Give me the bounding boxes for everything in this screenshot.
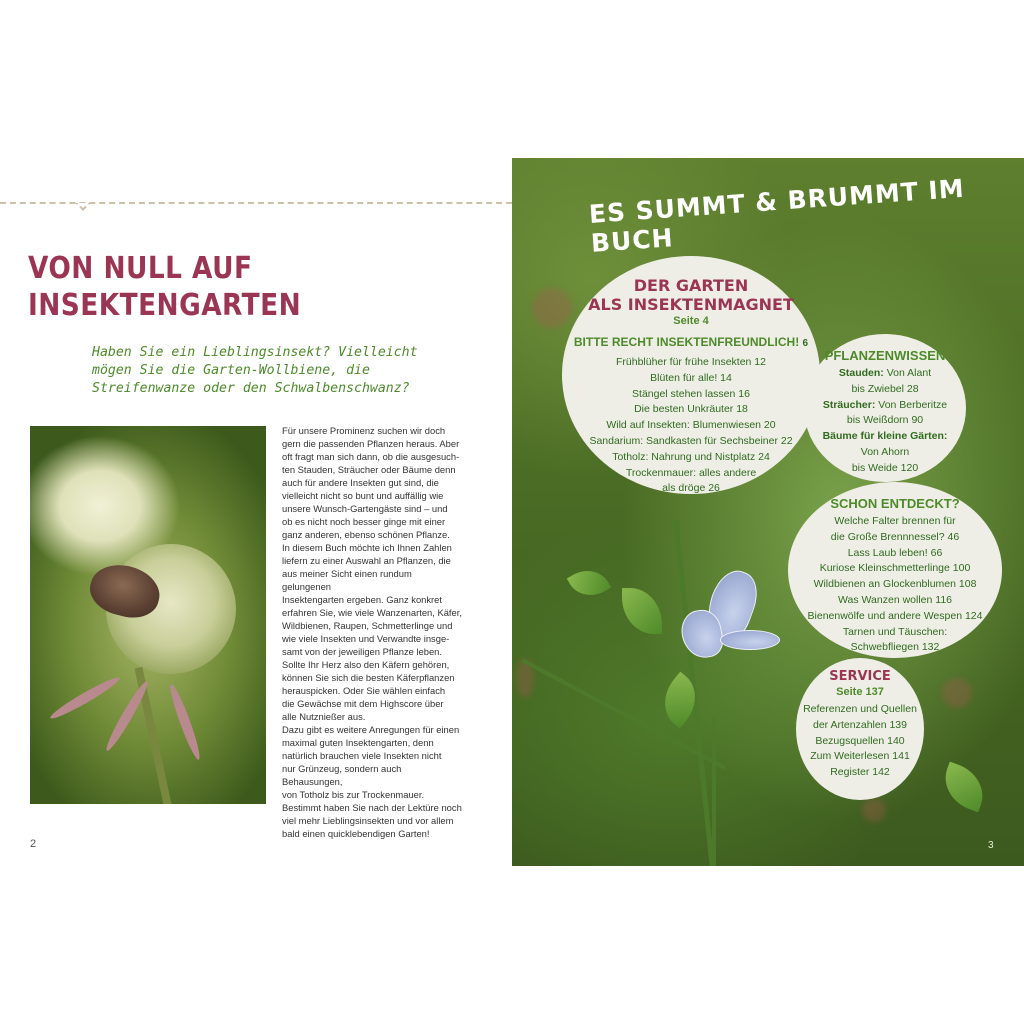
toc-heading: SCHON ENTDECKT? (830, 496, 960, 511)
body-text-line: In diesem Buch möchte ich Ihnen Zahlen (282, 542, 452, 553)
toc-heading: ALS INSEKTENMAGNET (588, 295, 794, 314)
toc-entry[interactable] (804, 366, 966, 382)
toc-entry[interactable]: Blüten für alle! 14 (650, 371, 732, 384)
toc-entries (796, 702, 924, 781)
right-page-photo (512, 158, 1024, 866)
body-text-line: samt von der jeweiligen Pflanze leben. (282, 646, 442, 657)
toc-entry-text: Von Berberitze (878, 398, 948, 411)
toc-entry[interactable]: Trockenmauer: alles andere (625, 466, 757, 479)
toc-entry[interactable]: Frühblüher für frühe Insekten 12 (615, 356, 766, 368)
body-text-line: erfahren Sie, wie viele Wanzenarten, Käfer, (282, 607, 462, 618)
toc-entry[interactable] (804, 429, 966, 445)
body-text-line: bald einen quicklebendigen Garten! (282, 828, 430, 839)
dashed-notch (74, 203, 90, 219)
page-number-right: 3 (988, 840, 994, 851)
toc-circle-schon-entdeckt (788, 482, 1002, 658)
toc-entry[interactable] (804, 398, 966, 414)
toc-entry[interactable]: Schwebfliegen 132 (850, 641, 940, 654)
body-text-line: gern die passenden Pflanzen heraus. Aber (282, 438, 460, 449)
toc-entry[interactable]: Was Wanzen wollen 116 (838, 593, 952, 606)
toc-entry-text: Von Alant (886, 367, 932, 379)
body-text-line: ten Stauden, Sträucher oder Bäume denn (282, 464, 456, 475)
toc-entry[interactable]: Totholz: Nahrung und Nistplatz 24 (612, 450, 770, 463)
toc-subheading-text: BITTE RECHT INSEKTENFREUNDLICH! (573, 335, 800, 349)
body-text-line: Bestimmt haben Sie nach der Lektüre noch (282, 802, 462, 813)
toc-entry[interactable]: Kuriose Kleinschmetterlinge 100 (819, 562, 971, 575)
body-text-line: Für unsere Prominenz suchen wir doch (282, 425, 446, 436)
toc-entry[interactable]: Referenzen und Quellen (803, 703, 917, 715)
toc-entry[interactable]: als dröge 26 (662, 482, 720, 495)
page-headline (28, 250, 433, 324)
toc-heading: PFLANZENWISSEN (824, 348, 946, 363)
left-page (0, 158, 512, 866)
body-text-line: aus meiner Sicht einen rundum gelungenen (282, 568, 412, 592)
contents-title: ES SUMMT & BRUMMT IM BUCH (588, 173, 966, 258)
headline-line-1: VON NULL AUF (28, 251, 253, 286)
toc-subheading-page: 6 (802, 338, 809, 349)
body-text-line: Wildbienen, Raupen, Schmetterlinge und (282, 620, 453, 631)
leaf (567, 562, 611, 605)
bokeh (942, 678, 972, 708)
toc-entry[interactable]: Stängel stehen lassen 16 (632, 387, 750, 400)
body-text-line: maximal guten Insektengarten, denn (282, 737, 434, 748)
toc-entry-label: Stauden: (838, 367, 884, 379)
sepal (48, 674, 122, 723)
body-text-line: oft fragt man sich dann, ob die ausgesuch- (282, 451, 460, 462)
toc-entry-label: Bäume für kleine Gärten: (822, 430, 948, 443)
book-spread (0, 158, 1024, 866)
toc-entry[interactable]: Zum Weiterlesen 141 (810, 750, 910, 763)
toc-entries (788, 514, 1002, 656)
body-text-line: alle Nutznießer aus. (282, 711, 366, 722)
body-text-line: ob es nicht noch besser ginge mit einer (282, 516, 446, 527)
toc-entry[interactable]: Bienenwölfe und andere Wespen 124 (807, 609, 983, 622)
toc-circle-pflanzenwissen (804, 334, 966, 482)
toc-entry[interactable]: der Artenzahlen 139 (813, 718, 907, 731)
toc-entry[interactable]: die Große Brennnessel? 46 (830, 530, 960, 543)
leaf (622, 588, 662, 634)
toc-heading: DER GARTEN (633, 276, 749, 295)
page-number-left: 2 (30, 838, 37, 850)
toc-entry[interactable]: Von Ahorn (860, 445, 910, 458)
body-text-line: von Totholz bis zur Trockenmauer. (282, 789, 425, 800)
toc-entry[interactable]: Bezugsquellen 140 (815, 734, 905, 747)
toc-entry[interactable]: bis Zwiebel 28 (851, 382, 919, 395)
body-text (282, 424, 462, 840)
leaf (937, 762, 991, 813)
body-text-line: können Sie sich die besten Käferpflanzen (282, 672, 455, 683)
body-text-line: Dazu gibt es weitere Anregungen für einen (282, 724, 460, 735)
butterfly (680, 570, 790, 670)
leaf (652, 672, 708, 729)
toc-entry[interactable]: Die besten Unkräuter 18 (634, 403, 748, 416)
body-text-line: wie viele Insekten und Verwandte insge- (282, 633, 450, 644)
toc-entry[interactable]: Wildbienen an Glockenblumen 108 (813, 578, 977, 591)
headline-line-2: INSEKTENGARTEN (28, 288, 302, 323)
toc-entry[interactable]: bis Weide 120 (851, 461, 919, 474)
bokeh (862, 798, 886, 822)
body-text-line: vielleicht nicht so bunt und auffällig wie (282, 490, 444, 501)
body-text-line: viel mehr Lieblingsinsekten und vor allem (282, 815, 454, 826)
toc-entry[interactable]: Welche Falter brennen für (834, 515, 956, 527)
toc-page: Seite 137 (836, 686, 884, 698)
butterfly-wing (720, 630, 780, 650)
toc-page: Seite 4 (673, 315, 709, 327)
toc-entry-label: Sträucher: (822, 398, 876, 411)
toc-circle-garten (562, 256, 820, 494)
stink-bug-photo (30, 426, 266, 804)
body-text-line: auch für andere Insekten gut sind, die (282, 477, 439, 488)
body-text-line: Insektengarten ergeben. Ganz konkret (282, 594, 442, 605)
body-text-line: natürlich brauchen viele Insekten nicht (282, 750, 442, 761)
toc-entry[interactable]: Sandarium: Sandkasten für Sechsbeiner 22 (589, 434, 793, 447)
body-text-line: nur Grünzeug, sondern auch Behausungen, (282, 763, 402, 787)
toc-entry[interactable]: Tarnen und Täuschen: (842, 625, 948, 638)
intro-text: Haben Sie ein Lieblingsinsekt? Vielleicht mögen Sie die Garten-Wollbiene, die Streifenwanze oder den Schwalbenschwanz? (92, 345, 418, 396)
toc-entry[interactable]: Register 142 (830, 766, 890, 779)
toc-entry[interactable]: bis Weißdorn 90 (846, 414, 924, 427)
toc-circle-service (796, 658, 924, 800)
toc-entries (562, 355, 820, 497)
toc-heading: SERVICE (829, 669, 891, 684)
plant-stem (712, 718, 716, 866)
body-text-line: liefern zu einer Auswahl an Pflanzen, die (282, 555, 451, 566)
body-text-line: ganz anderen, ebenso schönen Pflanze. (282, 529, 450, 540)
body-text-line: Sollte Ihr Herz also den Käfern gehören, (282, 659, 450, 670)
body-text-line: die Gewächse mit dem Highscore über (282, 698, 444, 709)
toc-subheading (562, 331, 820, 355)
body-text-line: unsere Wunsch-Gartengäste sind – und (282, 503, 448, 514)
sepal (167, 683, 204, 762)
toc-entry[interactable]: Wild auf Insekten: Blumenwiesen 20 (606, 419, 776, 432)
toc-entry[interactable]: Lass Laub leben! 66 (847, 546, 943, 559)
body-text-line: herauspicken. Oder Sie wählen einfach (282, 685, 446, 696)
